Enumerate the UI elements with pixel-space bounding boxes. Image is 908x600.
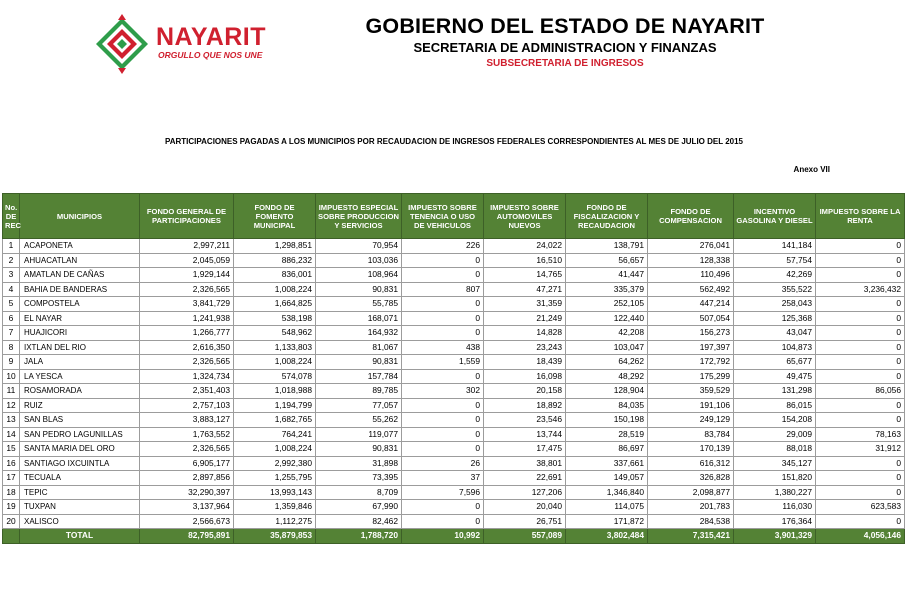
municipio-cell: COMPOSTELA bbox=[20, 297, 140, 312]
amount-cell: 252,105 bbox=[566, 297, 648, 312]
amount-cell: 0 bbox=[402, 413, 484, 428]
amount-cell: 90,831 bbox=[316, 355, 402, 370]
amount-cell: 13,744 bbox=[484, 427, 566, 442]
amount-cell: 77,057 bbox=[316, 398, 402, 413]
amount-cell: 0 bbox=[402, 500, 484, 515]
amount-cell: 2,897,856 bbox=[140, 471, 234, 486]
amount-cell: 2,326,565 bbox=[140, 282, 234, 297]
amount-cell: 562,492 bbox=[648, 282, 734, 297]
amount-cell: 191,106 bbox=[648, 398, 734, 413]
total-amount-cell: 3,802,484 bbox=[566, 529, 648, 544]
amount-cell: 2,098,877 bbox=[648, 485, 734, 500]
municipio-cell: AMATLAN DE CAÑAS bbox=[20, 268, 140, 283]
amount-cell: 38,801 bbox=[484, 456, 566, 471]
amount-cell: 28,519 bbox=[566, 427, 648, 442]
rec-number-cell: 13 bbox=[3, 413, 20, 428]
municipio-cell: BAHIA DE BANDERAS bbox=[20, 282, 140, 297]
municipio-cell: AHUACATLAN bbox=[20, 253, 140, 268]
amount-cell: 1,324,734 bbox=[140, 369, 234, 384]
table-row bbox=[3, 340, 905, 355]
amount-cell: 49,475 bbox=[734, 369, 816, 384]
total-row bbox=[3, 529, 905, 544]
amount-cell: 64,262 bbox=[566, 355, 648, 370]
table-row bbox=[3, 282, 905, 297]
amount-cell: 67,990 bbox=[316, 500, 402, 515]
annex-label: Anexo VII bbox=[793, 165, 830, 174]
amount-cell: 0 bbox=[816, 456, 905, 471]
amount-cell: 127,206 bbox=[484, 485, 566, 500]
table-row bbox=[3, 471, 905, 486]
rec-number-cell: 18 bbox=[3, 485, 20, 500]
amount-cell: 31,912 bbox=[816, 442, 905, 457]
amount-cell: 1,008,224 bbox=[234, 355, 316, 370]
amount-cell: 168,071 bbox=[316, 311, 402, 326]
table-row bbox=[3, 500, 905, 515]
rec-number-cell: 9 bbox=[3, 355, 20, 370]
amount-cell: 154,208 bbox=[734, 413, 816, 428]
amount-cell: 438 bbox=[402, 340, 484, 355]
rec-number-cell: 7 bbox=[3, 326, 20, 341]
amount-cell: 138,791 bbox=[566, 239, 648, 254]
amount-cell: 2,616,350 bbox=[140, 340, 234, 355]
amount-cell: 0 bbox=[816, 268, 905, 283]
table-row bbox=[3, 326, 905, 341]
table-row bbox=[3, 514, 905, 529]
amount-cell: 0 bbox=[402, 442, 484, 457]
amount-cell: 141,184 bbox=[734, 239, 816, 254]
amount-cell: 21,249 bbox=[484, 311, 566, 326]
amount-cell: 548,962 bbox=[234, 326, 316, 341]
header-compensacion: FONDO DE COMPENSACION bbox=[648, 194, 734, 239]
amount-cell: 1,346,840 bbox=[566, 485, 648, 500]
amount-cell: 88,018 bbox=[734, 442, 816, 457]
amount-cell: 0 bbox=[816, 369, 905, 384]
amount-cell: 86,015 bbox=[734, 398, 816, 413]
amount-cell: 3,137,964 bbox=[140, 500, 234, 515]
header-incentivo: INCENTIVO GASOLINA Y DIESEL bbox=[734, 194, 816, 239]
table-row bbox=[3, 456, 905, 471]
amount-cell: 18,439 bbox=[484, 355, 566, 370]
amount-cell: 57,754 bbox=[734, 253, 816, 268]
header-ieps: IMPUESTO ESPECIAL SOBRE PRODUCCION Y SERVICIOS bbox=[316, 194, 402, 239]
amount-cell: 47,271 bbox=[484, 282, 566, 297]
amount-cell: 0 bbox=[402, 268, 484, 283]
total-amount-cell: 10,992 bbox=[402, 529, 484, 544]
table-row bbox=[3, 369, 905, 384]
amount-cell: 0 bbox=[816, 485, 905, 500]
amount-cell: 2,757,103 bbox=[140, 398, 234, 413]
table-row bbox=[3, 268, 905, 283]
amount-cell: 8,709 bbox=[316, 485, 402, 500]
amount-cell: 276,041 bbox=[648, 239, 734, 254]
amount-cell: 156,273 bbox=[648, 326, 734, 341]
amount-cell: 0 bbox=[402, 253, 484, 268]
amount-cell: 0 bbox=[816, 239, 905, 254]
amount-cell: 447,214 bbox=[648, 297, 734, 312]
header-tenencia: IMPUESTO SOBRE TENENCIA O USO DE VEHICULOS bbox=[402, 194, 484, 239]
page-header bbox=[360, 14, 770, 70]
amount-cell: 170,139 bbox=[648, 442, 734, 457]
amount-cell: 86,697 bbox=[566, 442, 648, 457]
rec-number-cell: 5 bbox=[3, 297, 20, 312]
rec-number-cell: 12 bbox=[3, 398, 20, 413]
header-rec: No. DE REC bbox=[3, 194, 20, 239]
municipio-cell: ACAPONETA bbox=[20, 239, 140, 254]
amount-cell: 73,395 bbox=[316, 471, 402, 486]
amount-cell: 176,364 bbox=[734, 514, 816, 529]
amount-cell: 0 bbox=[816, 413, 905, 428]
table-row bbox=[3, 442, 905, 457]
amount-cell: 1,008,224 bbox=[234, 442, 316, 457]
amount-cell: 0 bbox=[402, 369, 484, 384]
table-row bbox=[3, 398, 905, 413]
municipio-cell: SANTA MARIA DEL ORO bbox=[20, 442, 140, 457]
amount-cell: 1,194,799 bbox=[234, 398, 316, 413]
page-subsubtitle: SUBSECRETARIA DE INGRESOS bbox=[486, 58, 644, 69]
amount-cell: 507,054 bbox=[648, 311, 734, 326]
amount-cell: 3,236,432 bbox=[816, 282, 905, 297]
amount-cell: 1,112,275 bbox=[234, 514, 316, 529]
page-subtitle: SECRETARIA DE ADMINISTRACION Y FINANZAS bbox=[413, 40, 717, 55]
amount-cell: 150,198 bbox=[566, 413, 648, 428]
amount-cell: 31,898 bbox=[316, 456, 402, 471]
amount-cell: 108,964 bbox=[316, 268, 402, 283]
municipio-cell: TUXPAN bbox=[20, 500, 140, 515]
amount-cell: 48,292 bbox=[566, 369, 648, 384]
amount-cell: 24,022 bbox=[484, 239, 566, 254]
municipio-cell: EL NAYAR bbox=[20, 311, 140, 326]
nayarit-emblem-icon bbox=[92, 14, 152, 74]
amount-cell: 0 bbox=[402, 427, 484, 442]
amount-cell: 538,198 bbox=[234, 311, 316, 326]
amount-cell: 110,496 bbox=[648, 268, 734, 283]
amount-cell: 157,784 bbox=[316, 369, 402, 384]
rec-number-cell: 6 bbox=[3, 311, 20, 326]
amount-cell: 2,997,211 bbox=[140, 239, 234, 254]
table-row bbox=[3, 239, 905, 254]
amount-cell: 18,892 bbox=[484, 398, 566, 413]
table-row bbox=[3, 311, 905, 326]
participaciones-table bbox=[2, 193, 905, 544]
amount-cell: 359,529 bbox=[648, 384, 734, 399]
amount-cell: 119,077 bbox=[316, 427, 402, 442]
header-autos-nuevos: IMPUESTO SOBRE AUTOMOVILES NUEVOS bbox=[484, 194, 566, 239]
amount-cell: 31,359 bbox=[484, 297, 566, 312]
amount-cell: 249,129 bbox=[648, 413, 734, 428]
amount-cell: 197,397 bbox=[648, 340, 734, 355]
amount-cell: 55,262 bbox=[316, 413, 402, 428]
header-fiscalizacion: FONDO DE FISCALIZACION Y RECAUDACION bbox=[566, 194, 648, 239]
amount-cell: 0 bbox=[816, 355, 905, 370]
amount-cell: 41,447 bbox=[566, 268, 648, 283]
header-fomento: FONDO DE FOMENTO MUNICIPAL bbox=[234, 194, 316, 239]
amount-cell: 114,075 bbox=[566, 500, 648, 515]
amount-cell: 0 bbox=[816, 471, 905, 486]
amount-cell: 355,522 bbox=[734, 282, 816, 297]
header-municipios: MUNICIPIOS bbox=[20, 194, 140, 239]
amount-cell: 0 bbox=[402, 297, 484, 312]
amount-cell: 42,269 bbox=[734, 268, 816, 283]
amount-cell: 116,030 bbox=[734, 500, 816, 515]
amount-cell: 1,241,938 bbox=[140, 311, 234, 326]
amount-cell: 29,009 bbox=[734, 427, 816, 442]
amount-cell: 20,040 bbox=[484, 500, 566, 515]
amount-cell: 164,932 bbox=[316, 326, 402, 341]
amount-cell: 90,831 bbox=[316, 442, 402, 457]
table-row bbox=[3, 384, 905, 399]
amount-cell: 2,992,380 bbox=[234, 456, 316, 471]
amount-cell: 22,691 bbox=[484, 471, 566, 486]
amount-cell: 0 bbox=[402, 326, 484, 341]
amount-cell: 1,133,803 bbox=[234, 340, 316, 355]
rec-number-cell: 10 bbox=[3, 369, 20, 384]
amount-cell: 3,841,729 bbox=[140, 297, 234, 312]
amount-cell: 171,872 bbox=[566, 514, 648, 529]
amount-cell: 1,763,552 bbox=[140, 427, 234, 442]
amount-cell: 90,831 bbox=[316, 282, 402, 297]
total-label: TOTAL bbox=[20, 529, 140, 544]
amount-cell: 1,266,777 bbox=[140, 326, 234, 341]
amount-cell: 226 bbox=[402, 239, 484, 254]
amount-cell: 1,380,227 bbox=[734, 485, 816, 500]
document-title: PARTICIPACIONES PAGADAS A LOS MUNICIPIOS POR RECAUDACION DE INGRESOS FEDERALES CORRESPONDIENTES AL MES DE JULIO DEL 2015 bbox=[164, 137, 743, 146]
amount-cell: 14,828 bbox=[484, 326, 566, 341]
amount-cell: 302 bbox=[402, 384, 484, 399]
table-row bbox=[3, 413, 905, 428]
amount-cell: 1,298,851 bbox=[234, 239, 316, 254]
municipio-cell: SAN PEDRO LAGUNILLAS bbox=[20, 427, 140, 442]
amount-cell: 0 bbox=[816, 398, 905, 413]
amount-cell: 103,047 bbox=[566, 340, 648, 355]
municipio-cell: IXTLAN DEL RIO bbox=[20, 340, 140, 355]
table-header-row bbox=[3, 194, 905, 239]
amount-cell: 172,792 bbox=[648, 355, 734, 370]
amount-cell: 0 bbox=[816, 253, 905, 268]
amount-cell: 14,765 bbox=[484, 268, 566, 283]
amount-cell: 2,351,403 bbox=[140, 384, 234, 399]
amount-cell: 258,043 bbox=[734, 297, 816, 312]
amount-cell: 7,596 bbox=[402, 485, 484, 500]
header-renta: IMPUESTO SOBRE LA RENTA bbox=[816, 194, 905, 239]
rec-number-cell: 19 bbox=[3, 500, 20, 515]
municipio-cell: TEPIC bbox=[20, 485, 140, 500]
municipio-cell: LA YESCA bbox=[20, 369, 140, 384]
rec-number-cell: 15 bbox=[3, 442, 20, 457]
amount-cell: 131,298 bbox=[734, 384, 816, 399]
amount-cell: 1,929,144 bbox=[140, 268, 234, 283]
amount-cell: 23,243 bbox=[484, 340, 566, 355]
amount-cell: 16,510 bbox=[484, 253, 566, 268]
amount-cell: 82,462 bbox=[316, 514, 402, 529]
amount-cell: 104,873 bbox=[734, 340, 816, 355]
amount-cell: 103,036 bbox=[316, 253, 402, 268]
amount-cell: 16,098 bbox=[484, 369, 566, 384]
total-amount-cell: 557,089 bbox=[484, 529, 566, 544]
amount-cell: 84,035 bbox=[566, 398, 648, 413]
amount-cell: 13,993,143 bbox=[234, 485, 316, 500]
amount-cell: 83,784 bbox=[648, 427, 734, 442]
total-amount-cell: 3,901,329 bbox=[734, 529, 816, 544]
amount-cell: 125,368 bbox=[734, 311, 816, 326]
amount-cell: 2,326,565 bbox=[140, 442, 234, 457]
table-row bbox=[3, 427, 905, 442]
amount-cell: 764,241 bbox=[234, 427, 316, 442]
municipio-cell: XALISCO bbox=[20, 514, 140, 529]
amount-cell: 78,163 bbox=[816, 427, 905, 442]
municipio-cell: RUIZ bbox=[20, 398, 140, 413]
logo-slogan: ORGULLO QUE NOS UNE bbox=[158, 50, 263, 60]
amount-cell: 2,566,673 bbox=[140, 514, 234, 529]
amount-cell: 807 bbox=[402, 282, 484, 297]
amount-cell: 623,583 bbox=[816, 500, 905, 515]
table-row bbox=[3, 485, 905, 500]
amount-cell: 2,326,565 bbox=[140, 355, 234, 370]
amount-cell: 1,664,825 bbox=[234, 297, 316, 312]
total-amount-cell: 35,879,853 bbox=[234, 529, 316, 544]
amount-cell: 335,379 bbox=[566, 282, 648, 297]
amount-cell: 42,208 bbox=[566, 326, 648, 341]
table-row bbox=[3, 297, 905, 312]
amount-cell: 37 bbox=[402, 471, 484, 486]
amount-cell: 122,440 bbox=[566, 311, 648, 326]
amount-cell: 81,067 bbox=[316, 340, 402, 355]
amount-cell: 836,001 bbox=[234, 268, 316, 283]
table-body bbox=[3, 239, 905, 544]
amount-cell: 175,299 bbox=[648, 369, 734, 384]
amount-cell: 326,828 bbox=[648, 471, 734, 486]
total-spacer-cell bbox=[3, 529, 20, 544]
municipio-cell: TECUALA bbox=[20, 471, 140, 486]
rec-number-cell: 11 bbox=[3, 384, 20, 399]
amount-cell: 86,056 bbox=[816, 384, 905, 399]
amount-cell: 3,883,127 bbox=[140, 413, 234, 428]
rec-number-cell: 8 bbox=[3, 340, 20, 355]
table-row bbox=[3, 253, 905, 268]
total-amount-cell: 4,056,146 bbox=[816, 529, 905, 544]
amount-cell: 26 bbox=[402, 456, 484, 471]
amount-cell: 1,359,846 bbox=[234, 500, 316, 515]
amount-cell: 0 bbox=[402, 398, 484, 413]
amount-cell: 886,232 bbox=[234, 253, 316, 268]
amount-cell: 0 bbox=[402, 311, 484, 326]
amount-cell: 1,682,765 bbox=[234, 413, 316, 428]
amount-cell: 43,047 bbox=[734, 326, 816, 341]
amount-cell: 26,751 bbox=[484, 514, 566, 529]
amount-cell: 151,820 bbox=[734, 471, 816, 486]
total-amount-cell: 7,315,421 bbox=[648, 529, 734, 544]
total-amount-cell: 82,795,891 bbox=[140, 529, 234, 544]
amount-cell: 70,954 bbox=[316, 239, 402, 254]
amount-cell: 23,546 bbox=[484, 413, 566, 428]
page-title: GOBIERNO DEL ESTADO DE NAYARIT bbox=[365, 14, 765, 38]
amount-cell: 32,290,397 bbox=[140, 485, 234, 500]
table-row bbox=[3, 355, 905, 370]
amount-cell: 1,255,795 bbox=[234, 471, 316, 486]
amount-cell: 149,057 bbox=[566, 471, 648, 486]
rec-number-cell: 16 bbox=[3, 456, 20, 471]
amount-cell: 65,677 bbox=[734, 355, 816, 370]
amount-cell: 0 bbox=[816, 326, 905, 341]
amount-cell: 337,661 bbox=[566, 456, 648, 471]
rec-number-cell: 20 bbox=[3, 514, 20, 529]
amount-cell: 56,657 bbox=[566, 253, 648, 268]
header-fondo-general: FONDO GENERAL DE PARTICIPACIONES bbox=[140, 194, 234, 239]
rec-number-cell: 17 bbox=[3, 471, 20, 486]
municipio-cell: SANTIAGO IXCUINTLA bbox=[20, 456, 140, 471]
amount-cell: 574,078 bbox=[234, 369, 316, 384]
rec-number-cell: 2 bbox=[3, 253, 20, 268]
amount-cell: 284,538 bbox=[648, 514, 734, 529]
amount-cell: 0 bbox=[816, 514, 905, 529]
amount-cell: 128,338 bbox=[648, 253, 734, 268]
rec-number-cell: 4 bbox=[3, 282, 20, 297]
amount-cell: 55,785 bbox=[316, 297, 402, 312]
logo-name: NAYARIT bbox=[156, 23, 267, 51]
municipio-cell: SAN BLAS bbox=[20, 413, 140, 428]
amount-cell: 17,475 bbox=[484, 442, 566, 457]
amount-cell: 1,559 bbox=[402, 355, 484, 370]
amount-cell: 20,158 bbox=[484, 384, 566, 399]
amount-cell: 0 bbox=[816, 311, 905, 326]
amount-cell: 89,785 bbox=[316, 384, 402, 399]
municipio-cell: HUAJICORI bbox=[20, 326, 140, 341]
total-amount-cell: 1,788,720 bbox=[316, 529, 402, 544]
municipio-cell: ROSAMORADA bbox=[20, 384, 140, 399]
amount-cell: 1,008,224 bbox=[234, 282, 316, 297]
amount-cell: 0 bbox=[816, 340, 905, 355]
municipio-cell: JALA bbox=[20, 355, 140, 370]
rec-number-cell: 14 bbox=[3, 427, 20, 442]
amount-cell: 345,127 bbox=[734, 456, 816, 471]
rec-number-cell: 1 bbox=[3, 239, 20, 254]
amount-cell: 201,783 bbox=[648, 500, 734, 515]
nayarit-logo bbox=[92, 14, 267, 76]
rec-number-cell: 3 bbox=[3, 268, 20, 283]
amount-cell: 6,905,177 bbox=[140, 456, 234, 471]
amount-cell: 616,312 bbox=[648, 456, 734, 471]
amount-cell: 128,904 bbox=[566, 384, 648, 399]
amount-cell: 0 bbox=[402, 514, 484, 529]
amount-cell: 2,045,059 bbox=[140, 253, 234, 268]
amount-cell: 1,018,988 bbox=[234, 384, 316, 399]
amount-cell: 0 bbox=[816, 297, 905, 312]
